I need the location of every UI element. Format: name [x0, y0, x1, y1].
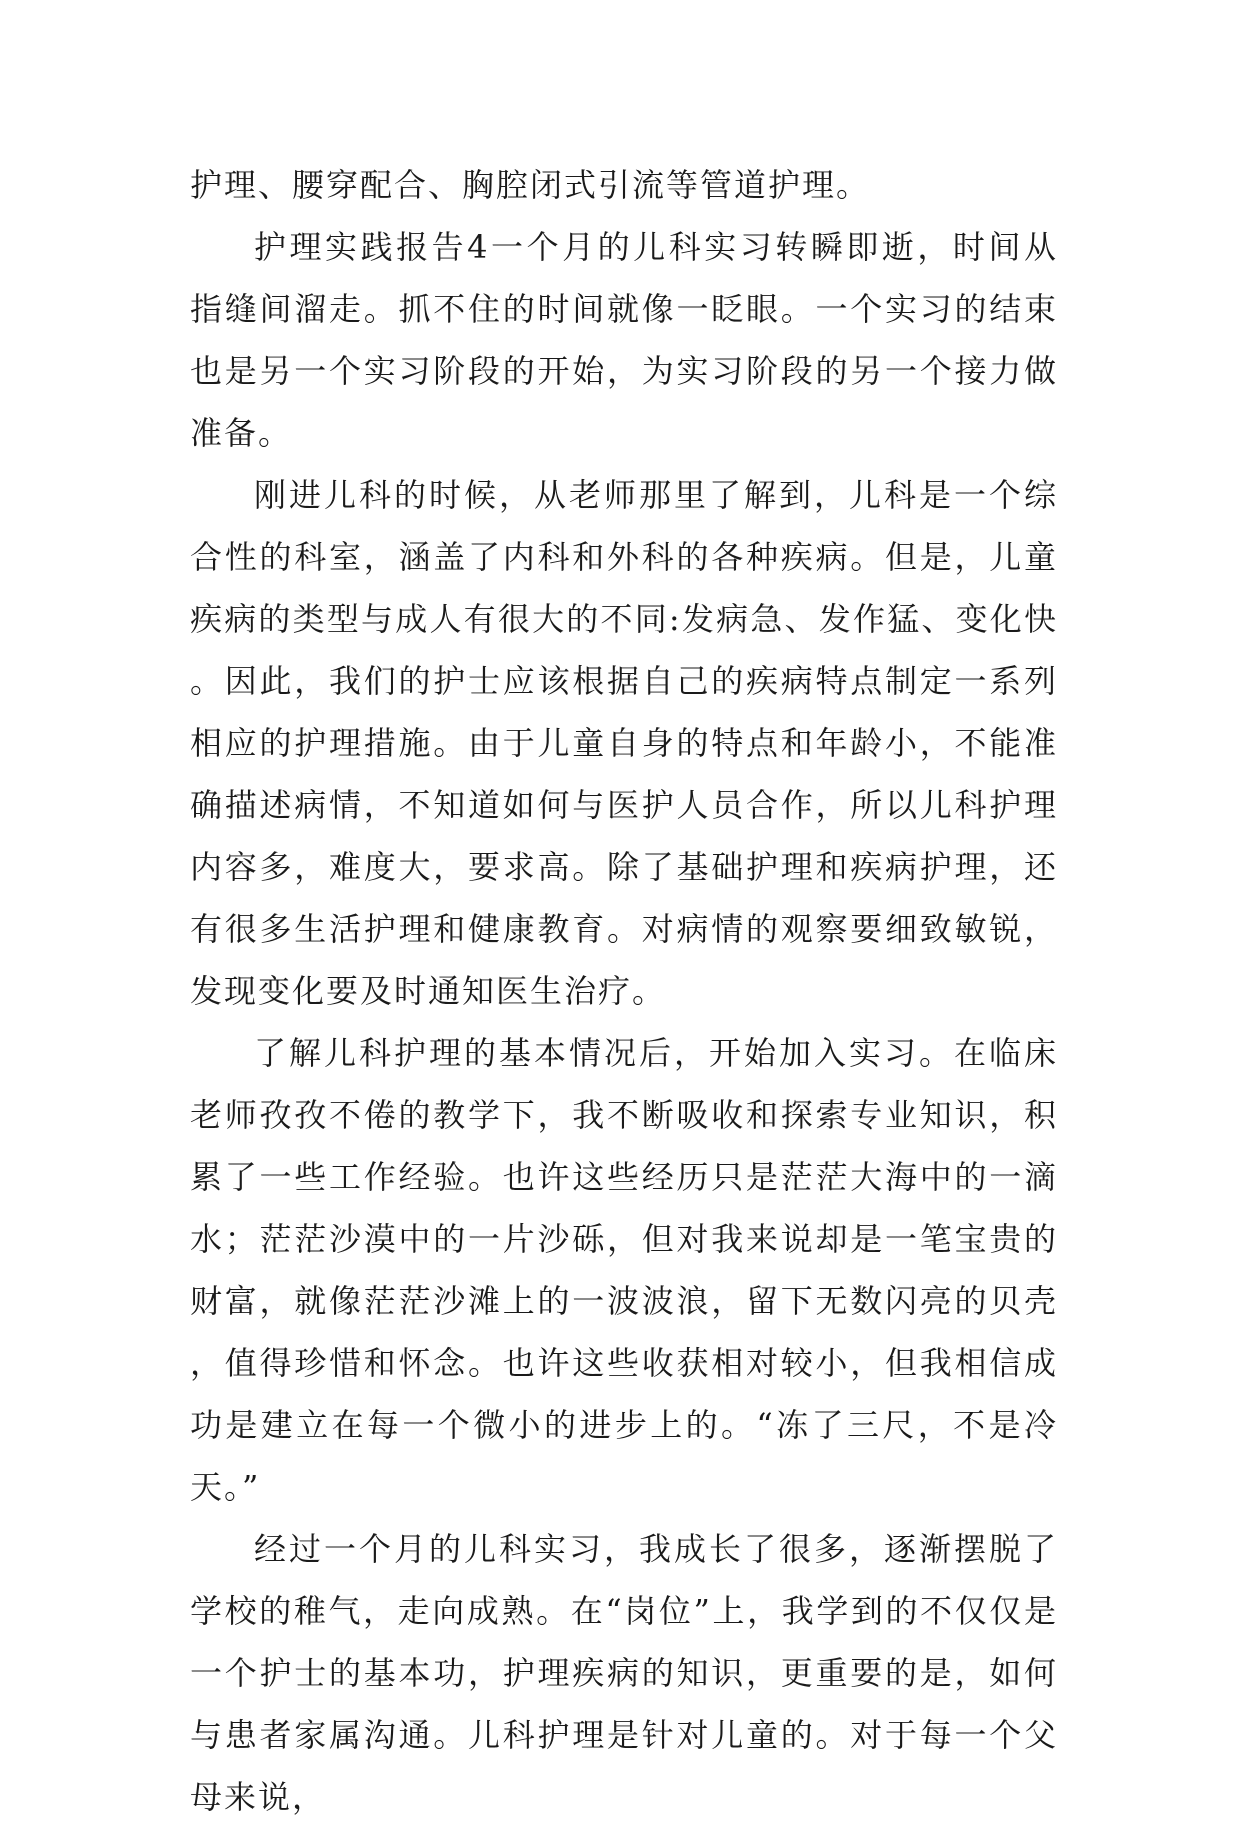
paragraph-internship-experience: 了解儿科护理的基本情况后，开始加入实习。在临床老师孜孜不倦的教学下，我不断吸收和探索专业知识，积累了一些工作经验。也许这些经历只是茫茫大海中的一滴水；茫茫沙漠中的一片沙砾，但对我来说却是一笔宝贵的财富，就像茫茫沙滩上的一波波浪，留下无数闪亮的贝壳，值得珍惜和怀念。也许这些收获相对较小，但我相信成功是建立在每一个微小的进步上的。“冻了三尺，不是冷天。”	[190, 1034, 1058, 1506]
paragraph-report-intro: 护理实践报告4一个月的儿科实习转瞬即逝，时间从指缝间溜走。抓不住的时间就像一眨眼。一个实习的结束也是另一个实习阶段的开始，为实习阶段的另一个接力做准备。	[190, 228, 1058, 452]
paragraph-pediatrics-overview: 刚进儿科的时候，从老师那里了解到，儿科是一个综合性的科室，涵盖了内科和外科的各种疾病。但是，儿童疾病的类型与成人有很大的不同:发病急、发作猛、变化快。因此，我们的护士应该根据自己的疾病特点制定一系列相应的护理措施。由于儿童自身的特点和年龄小，不能准确描述病情，不知道如何与医护人员合作，所以儿科护理内容多，难度大，要求高。除了基础护理和疾病护理，还有很多生活护理和健康教育。对病情的观察要细致敏锐，发现变化要及时通知医生治疗。	[190, 476, 1058, 1010]
paragraph-growth-reflection: 经过一个月的儿科实习，我成长了很多，逐渐摆脱了学校的稚气，走向成熟。在“岗位”上，我学到的不仅仅是一个护士的基本功，护理疾病的知识，更重要的是，如何与患者家属沟通。儿科护理是针对儿童的。对于每一个父母来说，	[190, 1530, 1058, 1816]
body-text	[190, 154, 1058, 1828]
paragraph-continuation: 护理、腰穿配合、胸腔闭式引流等管道护理。	[190, 166, 871, 204]
